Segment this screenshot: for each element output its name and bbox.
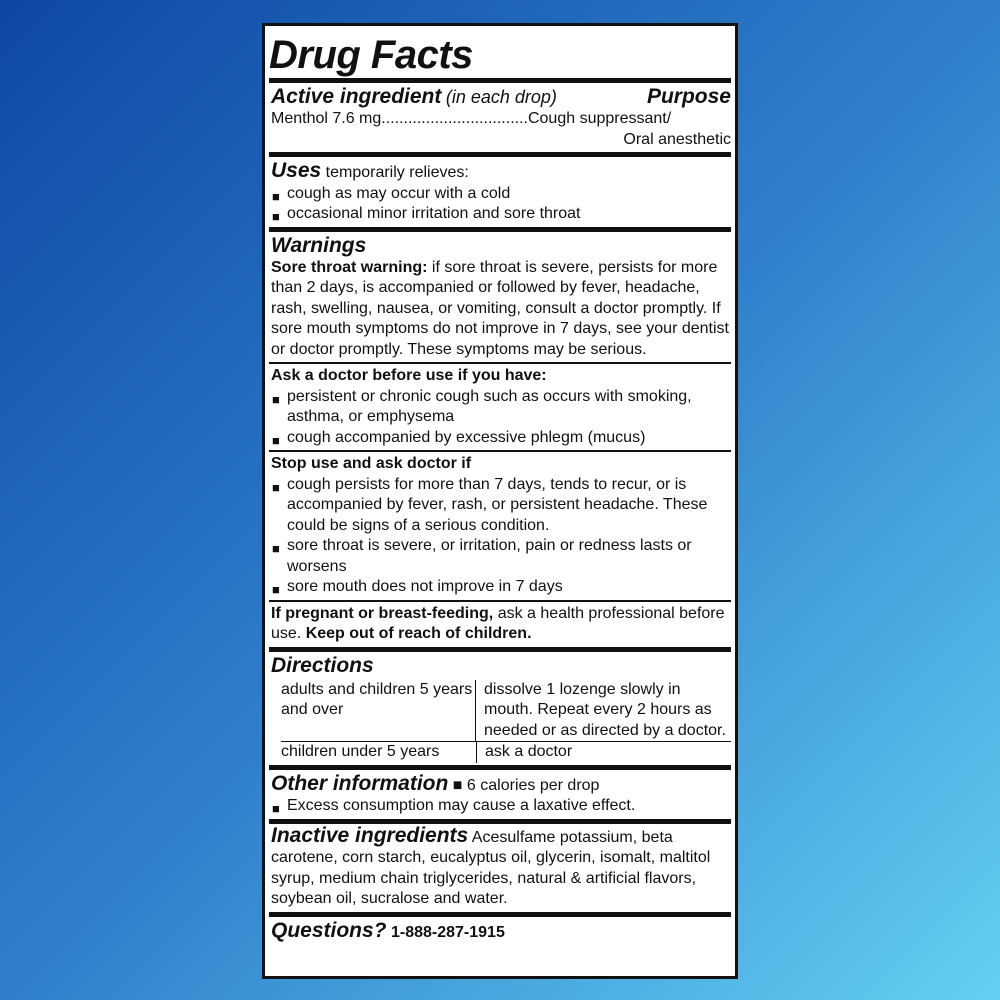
uses-item: ■ occasional minor irritation and sore throat [271,204,731,225]
directions-heading: Directions [271,653,374,677]
stop-use-heading: Stop use and ask doctor if [271,455,472,472]
active-ingredient-heading: Active ingredient [271,85,442,108]
uses-heading: Uses [271,159,322,182]
active-ingredient-purpose-line: Oral anesthetic [623,130,731,148]
bullet-square-icon: ■ [272,188,280,204]
bullet-square-icon: ■ [272,541,280,556]
drug-facts-label [262,23,738,979]
stop-use-section [269,450,731,600]
directions-section [269,647,731,765]
warnings-heading: Warnings [271,233,367,257]
active-ingredient-section [269,78,731,152]
stop-use-item: ■ sore mouth does not improve in 7 days [271,577,731,598]
directions-age-children: children under 5 years [281,742,477,763]
questions-phone: 1-888-287-1915 [390,923,505,941]
bullet-square-icon: ■ [272,479,280,495]
pregnancy-section [269,600,731,647]
questions-heading: Questions? [271,918,387,942]
other-information-item: ■ 6 calories per drop [452,776,600,794]
directions-table [271,680,731,742]
stop-use-item: ■ cough persists for more than 7 days, tends to recur, or is accompanied by fever, rash, or persistent headache. These could be signs of a serious condition. [272,475,708,534]
bullet-square-icon: ■ [272,432,280,448]
purpose-heading: Purpose [646,85,731,108]
bullet-square-icon: ■ [272,582,280,597]
other-information-heading: Other information [271,771,449,795]
stop-use-item: ■ sore throat is severe, or irritation, pain or redness lasts or worsens [272,537,692,575]
uses-section [269,152,731,227]
ask-doctor-section [269,362,731,450]
other-information-section [269,765,731,819]
active-ingredient-subheading: (in each drop) [445,87,557,107]
inactive-ingredients-list: Acesulfame potassium, beta carotene, corn starch, eucalyptus oil, glycerin, isomalt, maltitol syrup, medium chain triglycerides, natural & artificial flavors, soybean oil, sucralose and water. [271,828,711,907]
active-ingredient-line: Menthol 7.6 mg.................................Cough suppressant/ [271,110,672,127]
drug-facts-title: Drug Facts [269,33,473,77]
bullet-square-icon: ■ [272,801,280,816]
directions-age-adults: adults and children 5 years and over [271,680,476,742]
other-information-item: ■ Excess consumption may cause a laxative effect. [271,796,731,817]
pregnancy-warning: If pregnant or breast-feeding, ask a health professional before use. Keep out of reach of children. [271,604,725,642]
ask-doctor-heading: Ask a doctor before use if you have: [271,367,547,384]
uses-item: ■ cough as may occur with a cold [271,184,731,205]
bullet-square-icon: ■ [272,391,280,407]
ask-doctor-item: ■ persistent or chronic cough such as occurs with smoking, asthma, or emphysema [272,387,692,425]
inactive-ingredients-section [269,819,731,912]
directions-dose-children: ask a doctor [485,743,573,760]
warnings-section [269,227,731,363]
ask-doctor-item: ■ cough accompanied by excessive phlegm (mucus) [271,428,731,449]
keep-out-of-reach: Keep out of reach of children. [305,625,532,642]
inactive-ingredients-heading: Inactive ingredients [271,823,469,847]
uses-intro: temporarily relieves: [325,164,469,181]
directions-table-row [281,741,731,763]
sore-throat-warning: Sore throat warning: if sore throat is severe, persists for more than 2 days, is accompanied or followed by fever, headache, rash, swelling, nausea, or vomiting, consult a doctor promptly. If sore mouth symptoms do not improve in 7 days, see your dentist or doctor promptly. These symptoms may be serious. [271,258,729,358]
questions-section [269,912,731,946]
bullet-square-icon: ■ [452,776,463,794]
directions-dose-adults: dissolve 1 lozenge slowly in mouth. Repeat every 2 hours as needed or as directed by a doctor. [484,680,726,739]
bullet-square-icon: ■ [272,209,280,224]
